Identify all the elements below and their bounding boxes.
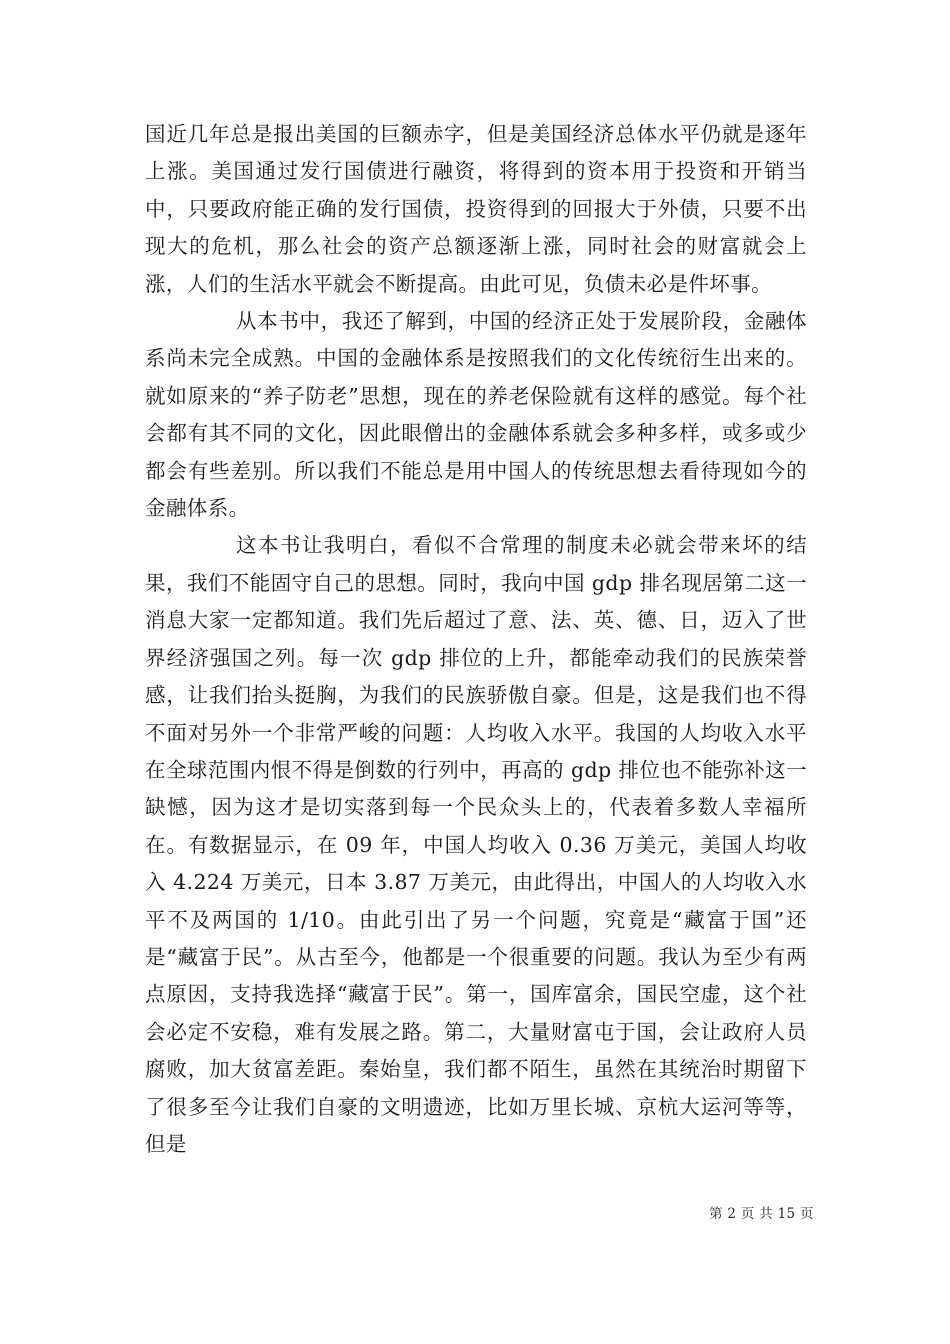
paragraph-2: 从本书中，我还了解到，中国的经济正处于发展阶段，金融体系尚未完全成熟。中国的金融体系是按照我们的文化传统衍生出来的。就如原来的“养子防老”思想，现在的养老保险就有这样的感觉。每个社会都有其不同的文化，因此眼僧出的金融体系就会多种多样，或多或少都会有些差别。所以我们不能总是用中国人的传统思想去看待现如今的金融体系。 (145, 309, 807, 521)
page-number-footer: 第 2 页 共 15 页 (709, 1206, 814, 1222)
paragraph-3: 这本书让我明白，看似不合常理的制度未必就会带来坏的结果，我们不能固守自己的思想。同时，我向中国 gdp 排名现居第二这一消息大家一定都知道。我们先后超过了意、法、英、德、日，迈入了世界经济强国之列。每一次 gdp 排位的上升，都能牵动我们的民族荣誉感，让我们抬头挺胸，为我们的民族骄傲自豪。但是，这是我们也不得不面对另外一个非常严峻的问题：人均收入水平。我国的人均收入水平在全球范围内恨不得是倒数的行列中，再高的 gdp 排位也不能弥补这一缺憾，因为这才是切实落到每一个民众头上的，代表着多数人幸福所在。有数据显示，在 09 年，中国人均收入 0.36 万美元，美国人均收入 4.224 万美元，日本 3.87 万美元，由此得出，中国人的人均收入水平不及两国的 1/10。由此引出了另一个问题，究竟是“藏富于国”还是“藏富于民”。从古至今，他都是一个很重要的问题。我认为至少有两点原因，支持我选择“藏富于民”。第一，国库富余，国民空虚，这个社会必定不安稳，难有发展之路。第二，大量财富屯于国，会让政府人员腐败，加大贫富差距。秦始皇，我们都不陌生，虽然在其统治时期留下了很多至今让我们自豪的文明遗迹，比如万里长城、京杭大运河等等，但是 (145, 533, 807, 1156)
paragraph-1: 国近几年总是报出美国的巨额赤字，但是美国经济总体水平仍就是逐年上涨。美国通过发行国债进行融资，将得到的资本用于投资和开销当中，只要政府能正确的发行国债，投资得到的回报大于外债，只要不出现大的危机，那么社会的资产总额逐渐上涨，同时社会的财富就会上涨，人们的生活水平就会不断提高。由此可见，负债未必是件坏事。 (145, 122, 807, 296)
document-body (145, 116, 807, 1163)
